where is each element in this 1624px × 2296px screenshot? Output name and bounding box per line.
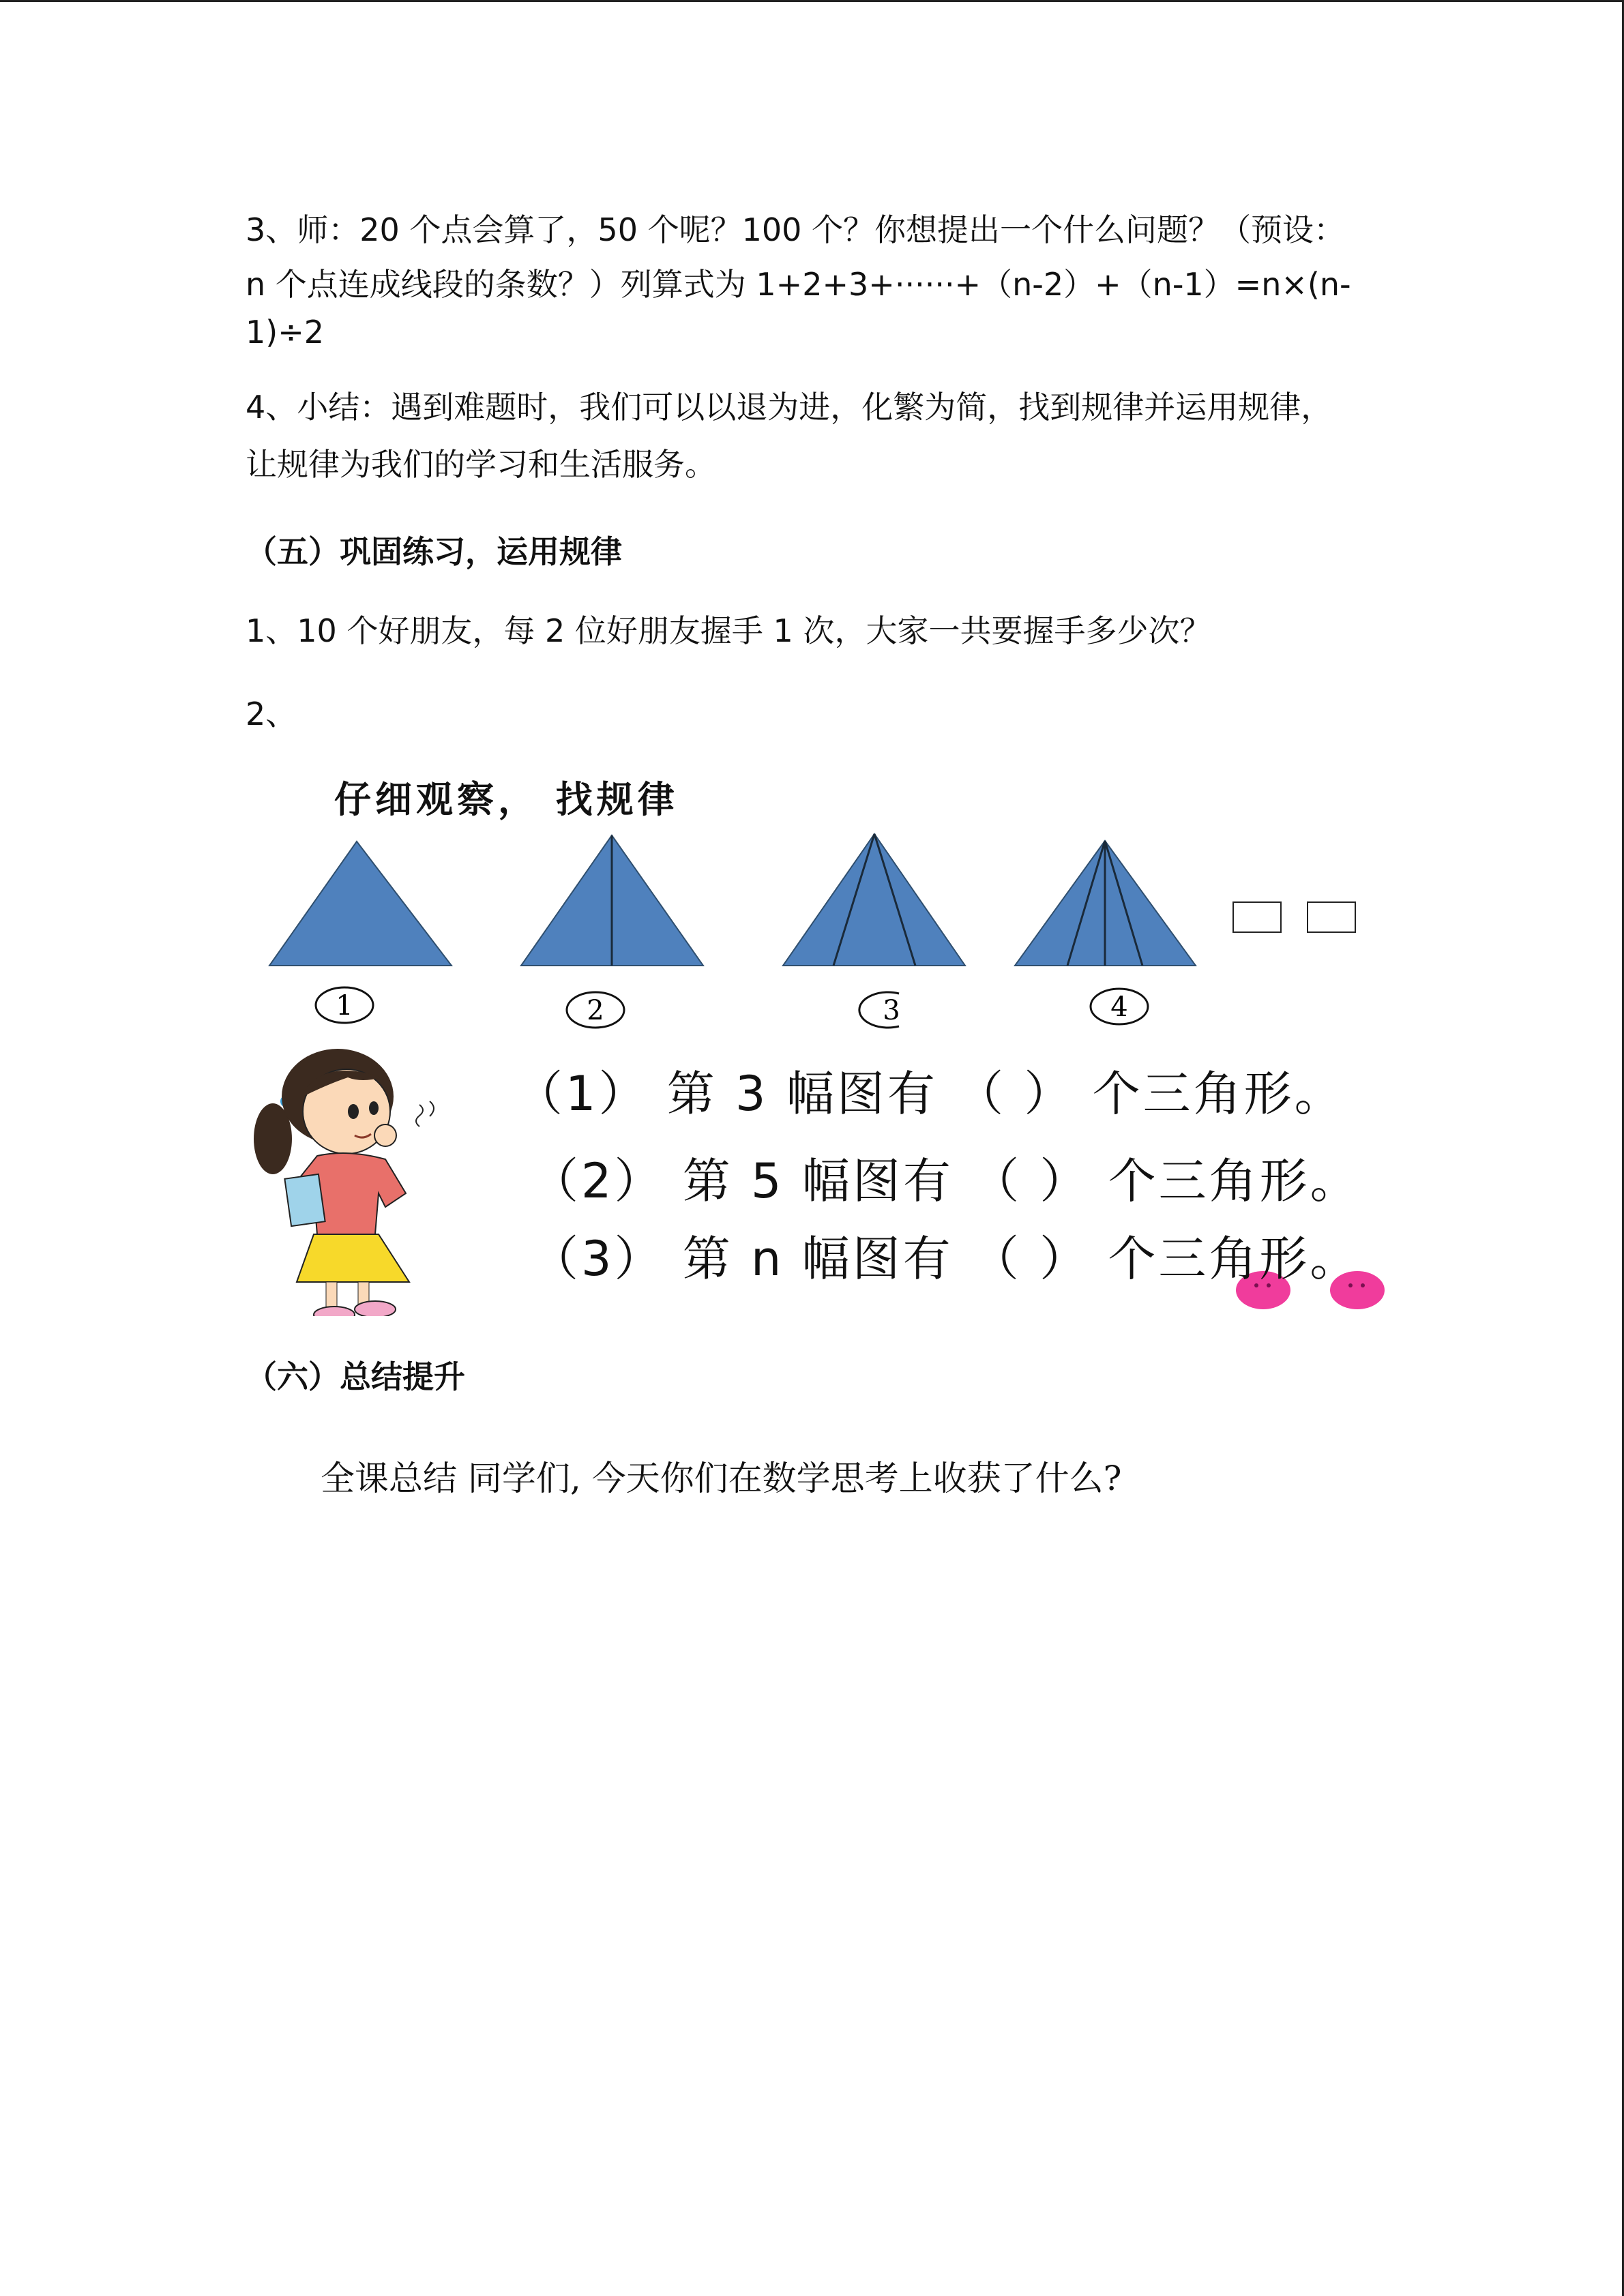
question-2: （2） 第 5 幅图有 （ ） 个三角形。 [531, 1153, 1361, 1209]
triangle-1 [269, 841, 452, 966]
figure-label-1: 1 [336, 990, 353, 1022]
answer-box-1 [1233, 902, 1281, 932]
figure-label-3: 3 [883, 995, 900, 1026]
paragraph-3-line-2: n 个点连成线段的条数？）列算式为 1+2+3+······+（n-2）+（n-1）=n×(n- [246, 266, 1351, 303]
exercise-1: 1、10 个好朋友，每 2 位好朋友握手 1 次，大家一共要握手多少次？ [246, 612, 1211, 649]
cartoon-girl-illustration [254, 1049, 434, 1316]
triangle-3 [783, 834, 965, 966]
answer-box-2 [1308, 902, 1355, 932]
figure-label-4: 4 [1110, 992, 1128, 1023]
paragraph-3-line-1: 3、师：20 个点会算了，50 个呢？100 个？你想提出一个什么问题？（预设： [246, 211, 1345, 248]
question-3: （3） 第 n 幅图有 （ ） 个三角形。 [531, 1231, 1361, 1287]
section-6-heading: （六）总结提升 [246, 1358, 465, 1395]
figure-label-2: 2 [587, 995, 604, 1026]
question-1: （1） 第 3 幅图有 （ ） 个三角形。 [515, 1066, 1345, 1122]
lesson-summary: 全课总结 同学们, 今天你们在数学思考上收获了什么? [321, 1459, 1122, 1498]
paragraph-4-line-2: 让规律为我们的学习和生活服务。 [246, 446, 716, 483]
paragraph-3-line-3: 1)÷2 [246, 314, 325, 351]
triangle-pattern-figure [246, 757, 1487, 1316]
exercise-2-label: 2、 [246, 696, 297, 732]
paragraph-4-line-1: 4、小结：遇到难题时，我们可以以退为进，化繁为简，找到规律并运用规律， [246, 389, 1333, 426]
section-5-heading: （五）巩固练习，运用规律 [246, 533, 622, 570]
figure-title: 仔细观察， 找规律 [334, 777, 679, 821]
